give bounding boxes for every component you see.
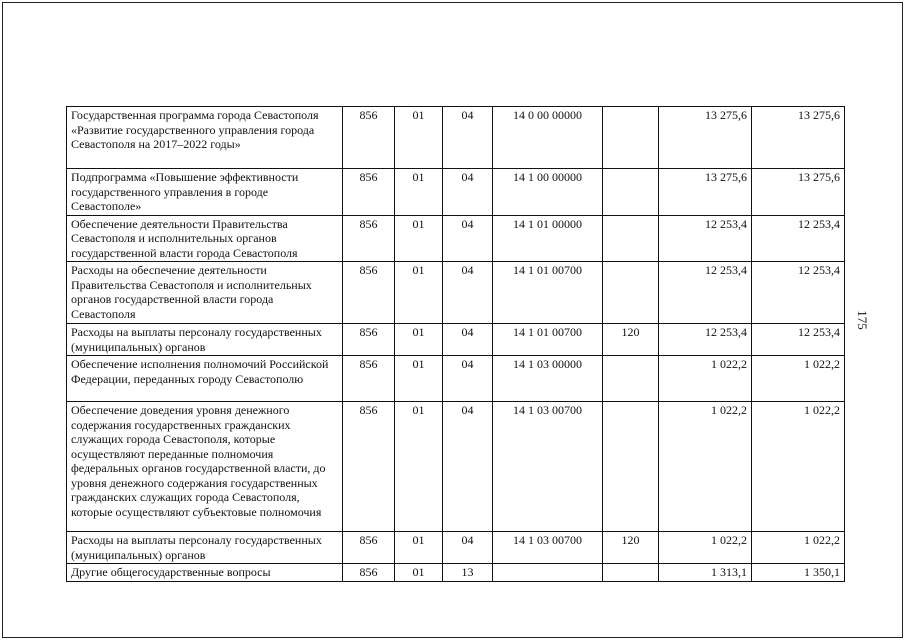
cell-sum-year1: 12 253,4 — [659, 215, 752, 262]
cell-target-article: 14 1 00 00000 — [493, 169, 603, 216]
cell-name: Обеспечение деятельности Правительства Севастополя и исполнительных органов государственной власти города Севастополя — [67, 215, 343, 262]
cell-section: 01 — [395, 564, 443, 582]
cell-section: 01 — [395, 169, 443, 216]
cell-target-article: 14 1 03 00700 — [493, 532, 603, 564]
cell-name: Расходы на обеспечение деятельности Правительства Севастополя и исполнительных органов государственной власти города Севастополя — [67, 262, 343, 324]
cell-sum-year2: 1 022,2 — [752, 402, 845, 532]
cell-target-article: 14 1 01 00700 — [493, 262, 603, 324]
cell-target-article — [493, 564, 603, 582]
cell-section: 01 — [395, 215, 443, 262]
cell-expense-type — [603, 356, 659, 402]
cell-target-article: 14 1 01 00000 — [493, 215, 603, 262]
table-row — [67, 532, 845, 564]
cell-sum-year2: 1 022,2 — [752, 532, 845, 564]
cell-sum-year1: 1 022,2 — [659, 402, 752, 532]
cell-grbs: 856 — [343, 532, 395, 564]
cell-grbs: 856 — [343, 356, 395, 402]
table-row — [67, 107, 845, 169]
cell-sum-year1: 12 253,4 — [659, 324, 752, 356]
cell-sum-year2: 12 253,4 — [752, 215, 845, 262]
cell-subsection: 04 — [443, 532, 493, 564]
table-row — [67, 324, 845, 356]
cell-name: Подпрограмма «Повышение эффективности государственного управления в городе Севастополе» — [67, 169, 343, 216]
cell-name: Обеспечение исполнения полномочий Российской Федерации, переданных городу Севастополю — [67, 356, 343, 402]
cell-grbs: 856 — [343, 402, 395, 532]
cell-expense-type — [603, 107, 659, 169]
cell-name: Другие общегосударственные вопросы — [67, 564, 343, 582]
cell-sum-year2: 1 022,2 — [752, 356, 845, 402]
budget-table-body — [67, 107, 845, 582]
cell-name: Государственная программа города Севастополя «Развитие государственного управления города Севастополя на 2017–2022 годы» — [67, 107, 343, 169]
cell-sum-year2: 12 253,4 — [752, 324, 845, 356]
cell-subsection: 04 — [443, 107, 493, 169]
table-row — [67, 215, 845, 262]
cell-sum-year1: 13 275,6 — [659, 169, 752, 216]
cell-section: 01 — [395, 402, 443, 532]
cell-target-article: 14 1 01 00700 — [493, 324, 603, 356]
cell-name: Расходы на выплаты персоналу государственных (муниципальных) органов — [67, 532, 343, 564]
cell-subsection: 04 — [443, 356, 493, 402]
cell-grbs: 856 — [343, 169, 395, 216]
cell-expense-type: 120 — [603, 532, 659, 564]
cell-subsection: 04 — [443, 402, 493, 532]
cell-section: 01 — [395, 532, 443, 564]
cell-target-article: 14 0 00 00000 — [493, 107, 603, 169]
cell-name: Расходы на выплаты персоналу государственных (муниципальных) органов — [67, 324, 343, 356]
page-number: 175 — [854, 310, 870, 330]
cell-sum-year2: 13 275,6 — [752, 107, 845, 169]
cell-sum-year2: 1 350,1 — [752, 564, 845, 582]
cell-sum-year2: 13 275,6 — [752, 169, 845, 216]
cell-subsection: 04 — [443, 215, 493, 262]
cell-section: 01 — [395, 356, 443, 402]
cell-sum-year1: 12 253,4 — [659, 262, 752, 324]
cell-subsection: 04 — [443, 324, 493, 356]
cell-section: 01 — [395, 262, 443, 324]
cell-expense-type: 120 — [603, 324, 659, 356]
table-row — [67, 564, 845, 582]
cell-sum-year1: 1 313,1 — [659, 564, 752, 582]
cell-target-article: 14 1 03 00000 — [493, 356, 603, 402]
cell-subsection: 04 — [443, 169, 493, 216]
cell-sum-year1: 1 022,2 — [659, 532, 752, 564]
cell-expense-type — [603, 215, 659, 262]
cell-sum-year1: 1 022,2 — [659, 356, 752, 402]
table-row — [67, 356, 845, 402]
cell-grbs: 856 — [343, 564, 395, 582]
cell-subsection: 13 — [443, 564, 493, 582]
cell-target-article: 14 1 03 00700 — [493, 402, 603, 532]
cell-subsection: 04 — [443, 262, 493, 324]
cell-sum-year2: 12 253,4 — [752, 262, 845, 324]
cell-grbs: 856 — [343, 107, 395, 169]
cell-expense-type — [603, 564, 659, 582]
cell-name: Обеспечение доведения уровня денежного содержания государственных гражданских служащих города Севастополя, которые осуществляют переданные полномочия федеральных органов государственной власти, до уровня денежного содержания государственных гражданских служащих города Севастополя, которые осуществляют субъектовые полномочия — [67, 402, 343, 532]
cell-expense-type — [603, 402, 659, 532]
budget-table — [66, 106, 845, 582]
table-row — [67, 169, 845, 216]
table-row — [67, 402, 845, 532]
cell-grbs: 856 — [343, 262, 395, 324]
cell-expense-type — [603, 262, 659, 324]
table-row — [67, 262, 845, 324]
cell-expense-type — [603, 169, 659, 216]
cell-sum-year1: 13 275,6 — [659, 107, 752, 169]
cell-section: 01 — [395, 324, 443, 356]
cell-grbs: 856 — [343, 324, 395, 356]
cell-grbs: 856 — [343, 215, 395, 262]
cell-section: 01 — [395, 107, 443, 169]
